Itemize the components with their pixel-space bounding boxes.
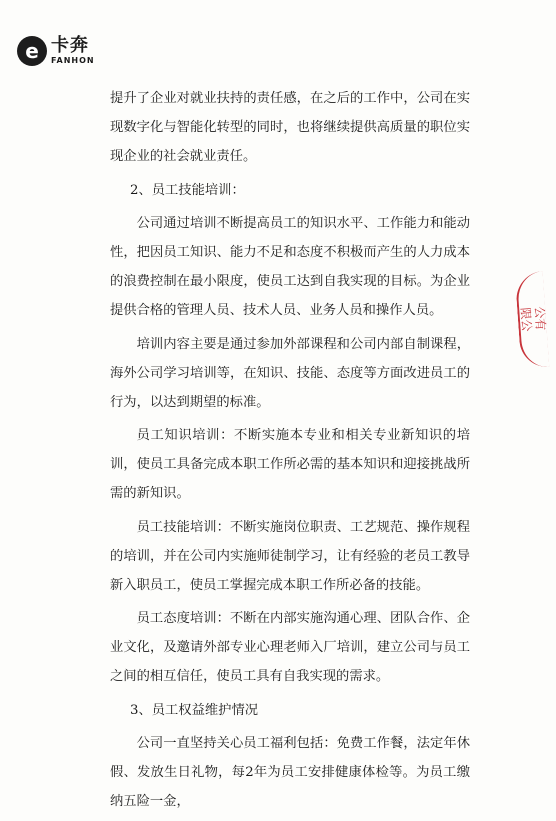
- paragraph: 培训内容主要是通过参加外部课程和公司内部自制课程，海外公司学习培训等，在知识、技能、态度等方面改进员工的行为，以达到期望的标准。: [110, 336, 470, 410]
- paragraph: 公司通过培训不断提高员工的知识水平、工作能力和能动性，把因员工知识、能力不足和态度不积极而产生的人力成本的浪费控制在最小限度，使员工达到自我实现的目标。为企业提供合格的管理人员、技术人员、业务人员和操作人员。: [110, 216, 470, 318]
- paragraph: 提升了企业对就业扶持的责任感，在之后的工作中，公司在实现数字化与智能化转型的同时，也将继续提供高质量的职位实现企业的社会就业责任。: [110, 91, 470, 164]
- logo-mark: e: [17, 36, 47, 66]
- paragraph: 员工技能培训：不断实施岗位职责、工艺规范、操作规程的培训，并在公司内实施师徒制学习，让有经验的老员工教导新入职员工，使员工掌握完成本职工作所必备的技能。: [110, 519, 470, 593]
- company-logo: [17, 36, 95, 66]
- paragraph: 员工知识培训：不断实施本专业和相关专业新知识的培训，使员工具备完成本职工作所必需的基本知识和迎接挑战所需的新知识。: [110, 428, 470, 501]
- logo-english-name: FANHON: [51, 56, 95, 65]
- paragraph: 员工态度培训：不断在内部实施沟通心理、团队合作、企业文化，及邀请外部专业心理老师入厂培训，建立公司与员工之间的相互信任，使员工具有自我实现的需求。: [110, 611, 470, 684]
- section-heading: 2、员工技能培训：: [129, 182, 245, 198]
- seal-text: 公有限公: [518, 305, 548, 332]
- logo-text: [51, 37, 95, 65]
- company-seal-stamp: [515, 271, 550, 369]
- section-heading: 3、员工权益维护情况: [129, 702, 259, 718]
- paragraph: 公司一直坚持关心员工福利包括：免费工作餐，法定年休假、发放生日礼物，每2年为员工安排健康体检等。为员工缴纳五险一金，: [110, 736, 470, 809]
- document-body: [110, 84, 470, 821]
- logo-chinese-name: 卡奔: [51, 35, 89, 56]
